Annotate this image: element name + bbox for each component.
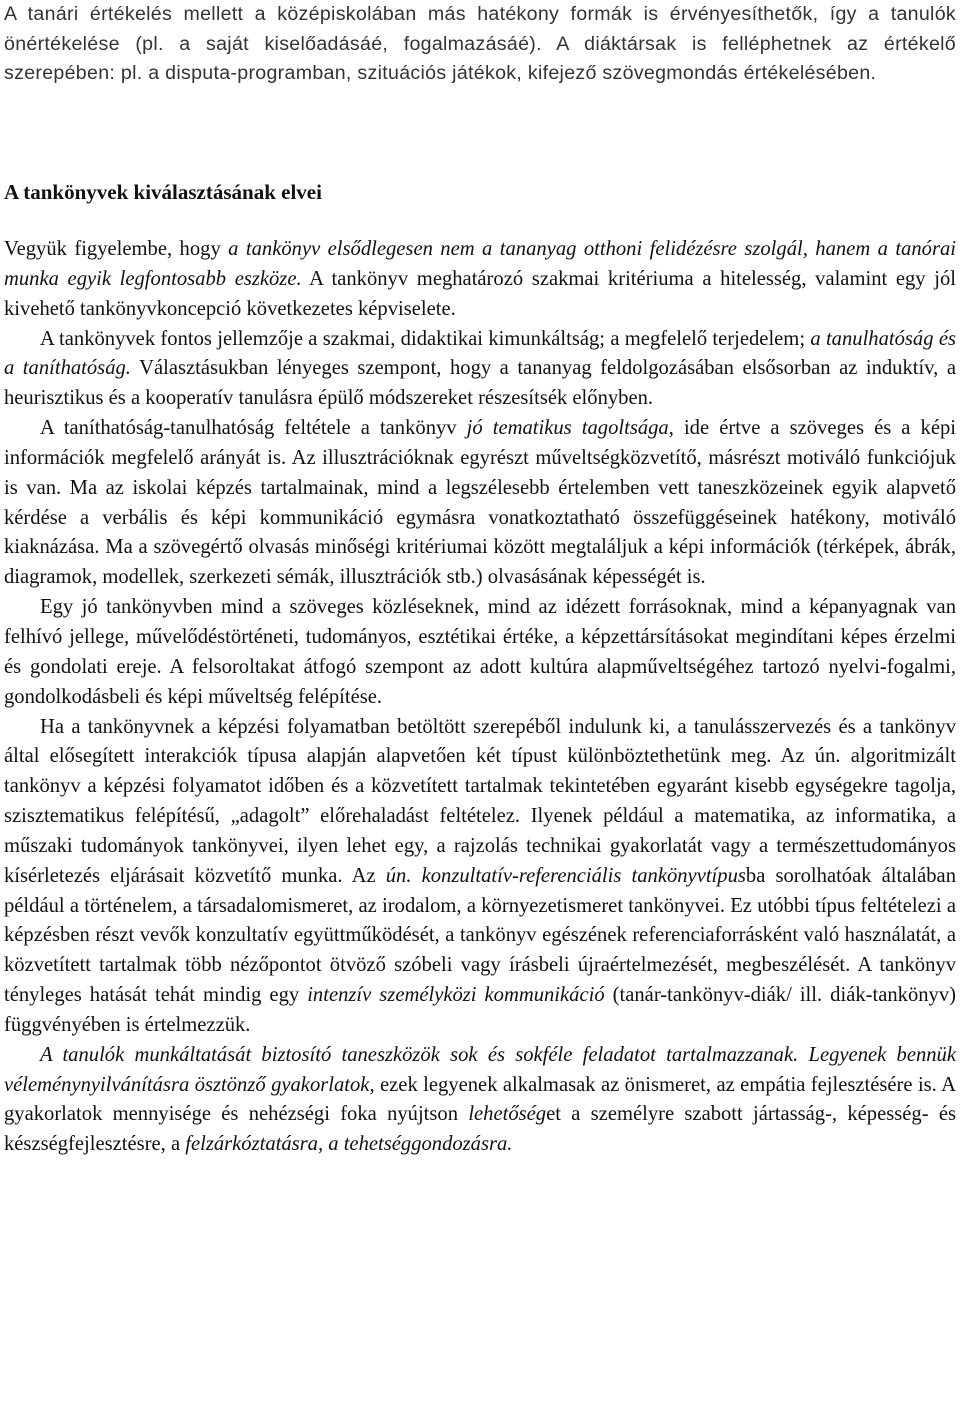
paragraph-2 [4,325,956,415]
text-run: (tanár-tankönyv-diák/ ill. diák-tankönyv) függvényében is értelmezzük. [4,984,956,1036]
text-run: ezek legyenek alkalmasak az önismeret, az empátia fejlesztésére is. A gyakorlatok mennyisége és nehézségi foka nyújtson [4,1073,956,1126]
text-run: ba sorolhatóak általában például a történelem, a társadalomismeret, az irodalom, a környezetismeret tankönyvei. Ez utóbbi típus feltételezi a képzésben részt vevők konzultatív együttműködését, a tankönyv egészének referenciaforrásként való használatát, a közvetített tartalmak több nézőpontot ötvöző szóbeli vagy írásbeli újraértelmezését, megbeszélését. A tankönyv tényleges hatását tehát mindig egy [4,864,956,1007]
italic-run: felzárkóztatásra, a tehetséggondozásra. [185,1133,513,1156]
italic-run: a tanulhatóság és a taníthatóság. [4,327,956,380]
italic-run: jó tematikus tagoltsága [466,417,669,440]
italic-run: ún. konzultatív-referenciális tankönyvtípus [385,864,746,887]
italic-run: A tanulók munkáltatását biztosító taneszközök sok és sokféle feladatot tartalmazzanak. Legyenek bennük véleménynyilvánításra ösztönző gyakorlatok, [4,1043,956,1096]
paragraph-6 [4,1041,956,1160]
section-body [4,235,956,1160]
text-run: A tankönyvek fontos jellemzője a szakmai, didaktikai kimunkáltság; a megfelelő terjedelem; [40,327,811,350]
text-run: Egy jó tankönyvben mind a szöveges közléseknek, mind az idézett forrásoknak, mind a képanyagnak van felhívó jellege, művelődéstörténeti, tudományos, esztétikai értéke, a képzettársításokat megindítani képes érzelmi és gondolati ereje. A felsoroltakat átfogó szempont az adott kultúra alapműveltségéhez tartozó nyelvi-fogalmi, gondolkodásbeli és képi műveltség felépítése. [4,596,956,708]
text-run: et a személyre szabott jártasság-, képesség- és készségfejlesztésre, a [4,1103,957,1156]
text-run: A tankönyv meghatározó szakmai kritériuma a hitelesség, valamint egy jól kivehető tankönyvkoncepció következetes képviselete. [4,267,956,320]
text-run: , ide értve a szöveges és a képi információk megfelelő arányát is. Az illusztrációknak egyrészt műveltségközvetítő, másrészt motiváló funkciójuk is van. Ma az iskolai képzés tartalmainak, mind a legszélesebb értelemben vett taneszközeinek egyik alapvető kérdése a verbális és képi kommunikáció egymásra vonatkoztatható összefüggéseinek hatékony, motiváló kiaknázása. Ma a szövegértő olvasás minőségi kritériumai között megtaláljuk a képi információk (térképek, ábrák, diagramok, modellek, szerkezeti sémák, illusztrációk stb.) olvasásának képességét is. [4,417,956,589]
paragraph-5 [4,713,956,1041]
intro-paragraph: A tanári értékelés mellett a középiskolában más hatékony formák is érvényesíthetők, így a tanulók önértékelése (pl. a saját kiselőadásáé, fogalmazásáé). A diáktársak is felléphetnek az értékelő szerepében: pl. a disputa-programban, szituációs játékok, kifejező szövegmondás értékelésében. [4,3,956,84]
paragraph-3 [4,414,956,593]
text-run: Választásukban lényeges szempont, hogy a tananyag feldolgozásában elsősorban az induktív, a heurisztikus és a kooperatív tanulásra épülő módszereket részesítsék előnyben. [4,357,956,410]
section-heading: A tankönyvek kiválasztásának elvei [4,180,322,204]
paragraph-4 [4,593,956,712]
text-run: Ha a tankönyvnek a képzési folyamatban betöltött szerepéből indulunk ki, a tanulásszervezés és a tankönyv által elősegített interakciók típusa alapján alapvetően két típust különböztethetünk meg. Az ún. algoritmizált tankönyv a képzési folyamatot időben és a közvetített tartalmak tekintetében egyaránt kisebb egységekre tagolja, szisztematikus felépítésű, „adagolt” előrehaladást feltételez. Ilyenek például a matematika, az informatika, a műszaki tudományok tankönyvei, ilyen lehet egy, a rajzolás technikai gyakorlatát vagy a természettudományos kísérletezés eljárásait közvetítő munka. Az [4,715,956,887]
text-run: A taníthatóság-tanulhatóság feltétele a tankönyv [40,417,467,440]
italic-run: intenzív személyközi kommunikáció [307,984,605,1007]
italic-run: a tankönyv elsődlegesen nem a tananyag otthoni felidézésre szolgál, hanem a tanórai munka egyik legfontosabb eszköze. [4,238,956,290]
paragraph-1 [4,235,956,325]
text-run: Vegyük figyelembe, hogy [4,238,229,260]
italic-run: lehetőség [468,1103,547,1126]
document-page [4,0,957,1156]
